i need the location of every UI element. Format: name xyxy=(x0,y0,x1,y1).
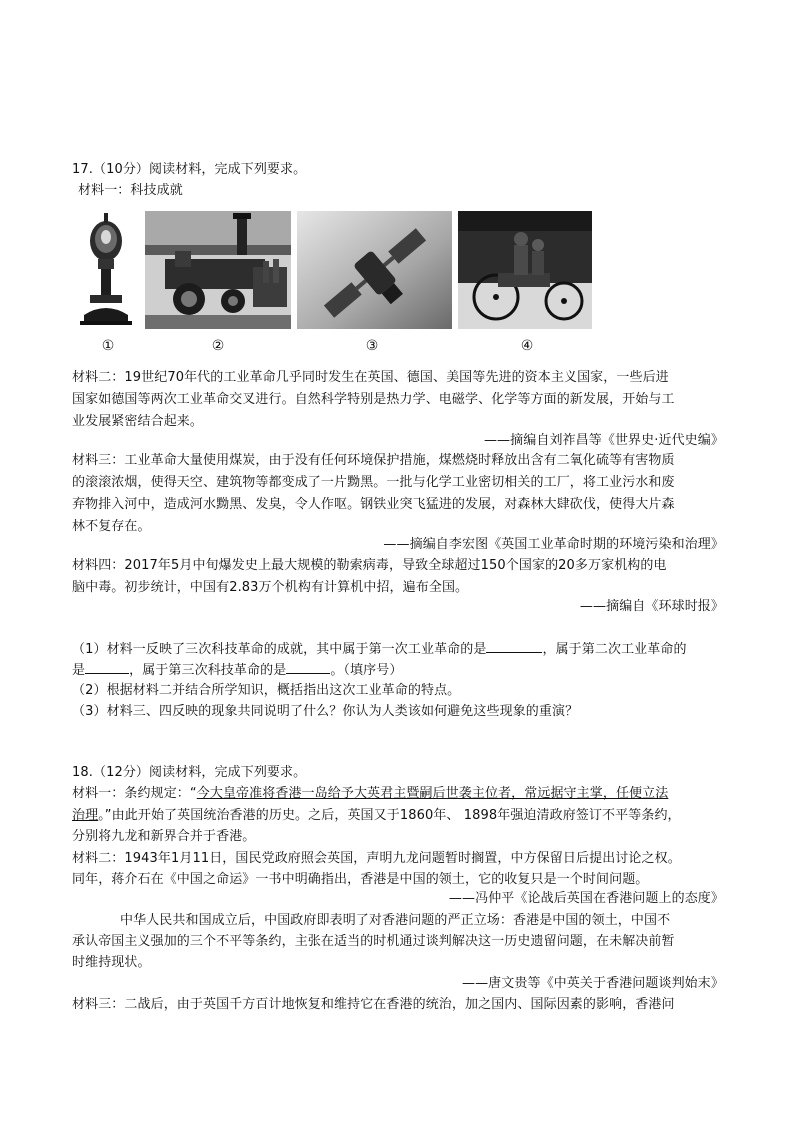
q18-header: 18.（12分）阅读材料，完成下列要求。 xyxy=(72,765,307,780)
q17-material3-line: 的滚滚浓烟，使得天空、建筑物等都变成了一片黝黑。一批与化学工业密切相关的工厂，将工业污水和废 xyxy=(72,475,675,490)
q17-material2-line: 业发展紧密结合起来。 xyxy=(72,414,204,429)
spacecraft-image xyxy=(297,211,452,329)
q18-m1-underlined-quote: 今大皇帝准将香港一岛给予大英君主暨嗣后世袭主位者，常远据守主掌，任便立法 xyxy=(196,786,669,801)
q17-q1-text-d: ，属于第三次科技革命的是 xyxy=(129,663,287,678)
q17-material2-line: 国家如德国等两次工业革命交叉进行。自然科学特别是热力学、电磁学、化学等方面的新发展，开始与工 xyxy=(72,392,675,407)
q17-material2-line: 材料二：19世纪70年代的工业革命几乎同时发生在英国、德国、美国等先进的资本主义国家，一些后进 xyxy=(72,370,669,385)
q18-material1-line1 xyxy=(72,783,724,805)
q17-material3-line: 林不复存在。 xyxy=(72,519,151,534)
q17-material3-line: 弃物排入河中，造成河水黝黑、发臭，令人作呕。钢铁业突飞猛进的发展，对森林大肆砍伐，使得大片森 xyxy=(72,497,675,512)
q18-m1-text-b: 。”由此开始了英国统治香港的历史。之后，英国又于1860年、 1898年强迫清政府签订不平等条约， xyxy=(98,808,681,823)
q17-material3-line: 材料三：工业革命大量使用煤炭，由于没有任何环境保护措施，煤燃烧时释放出含有二氧化硫等有害物质 xyxy=(72,453,675,468)
answer-blank-3[interactable] xyxy=(286,659,330,674)
q17-q1-text-e: 。（填序号） xyxy=(330,663,403,678)
q17-material3-source: ——摘编自李宏图《英国工业革命时期的环境污染和治理》 xyxy=(383,537,724,552)
q17-material4-source: ——摘编自《环球时报》 xyxy=(579,599,724,614)
q17-q1-text-b: ，属于第二次工业革命的 xyxy=(542,642,687,657)
q18-material2-line: 材料二：1943年1月11日，国民党政府照会英国，声明九龙问题暂时搁置，中方保留日后提出讨论之权。 xyxy=(72,851,681,866)
q18-material3-line: 材料三：二战后，由于英国千方百计地恢复和维持它在香港的统治，加之国内、国际因素的影响，香港问 xyxy=(72,997,675,1012)
q17-question1-line2 xyxy=(72,659,724,682)
image-label-2: ② xyxy=(211,338,225,354)
q17-material4-line: 脑中毒。初步统计，中国有2.83万个机构有计算机中招，遍布全国。 xyxy=(72,580,469,595)
q17-header: 17.（10分）阅读材料，完成下列要求。 xyxy=(72,162,307,177)
q17-material4-line: 材料四：2017年5月中旬爆发史上最大规模的勒索病毒，导致全球超过150个国家的20多万家机构的电 xyxy=(72,558,667,573)
q17-question2: （2）根据材料二并结合所学知识，概括指出这次工业革命的特点。 xyxy=(72,683,461,698)
q18-material1-line3: 分别将九龙和新界合并于香港。 xyxy=(72,829,256,844)
q17-material2-source: ——摘编自刘祚昌等《世界史·近代史编》 xyxy=(483,433,724,448)
q18-m1-underlined-quote-end: 治理 xyxy=(72,808,99,823)
q18-material1-line2 xyxy=(72,805,724,827)
image-label-4: ④ xyxy=(520,338,534,354)
q18-paragraph2-source: ——唐文贵等《中英关于香港问题谈判始末》 xyxy=(461,976,724,991)
q17-question3: （3）材料三、四反映的现象共同说明了什么？你认为人类该如何避免这些现象的重演？ xyxy=(72,704,579,719)
image-label-1: ① xyxy=(101,338,115,354)
q17-question1-line1 xyxy=(72,638,724,661)
answer-blank-1[interactable] xyxy=(486,638,542,653)
light-bulb-image xyxy=(76,211,136,329)
q18-paragraph2-line: 时维持现状。 xyxy=(72,955,151,970)
q18-paragraph2-line: 承认帝国主义强加的三个不平等条约，主张在适当的时机通过谈判解决这一历史遗留问题，在未解决前暂 xyxy=(72,934,675,949)
steam-locomotive-image xyxy=(145,211,291,329)
answer-blank-2[interactable] xyxy=(85,659,129,674)
early-automobile-image xyxy=(458,211,592,329)
q18-material2-source: ——冯仲平《论战后英国在香港问题上的态度》 xyxy=(448,891,724,906)
q18-m1-text-a: 材料一：条约规定：“ xyxy=(72,786,197,801)
q17-q1-text-c: 是 xyxy=(72,663,86,678)
q17-q1-text-a: （1）材料一反映了三次科技革命的成就，其中属于第一次工业革命的是 xyxy=(72,642,487,657)
image-label-3: ③ xyxy=(365,338,379,354)
q18-material2-line: 同年，蒋介石在《中国之命运》一书中明确指出，香港是中国的领土，它的收复只是一个时间问题。 xyxy=(72,872,649,887)
q18-paragraph2-line: 中华人民共和国成立后，中国政府即表明了对香港问题的严正立场：香港是中国的领土，中国不 xyxy=(120,913,671,928)
q17-material1-label: 材料一：科技成就 xyxy=(78,183,183,198)
